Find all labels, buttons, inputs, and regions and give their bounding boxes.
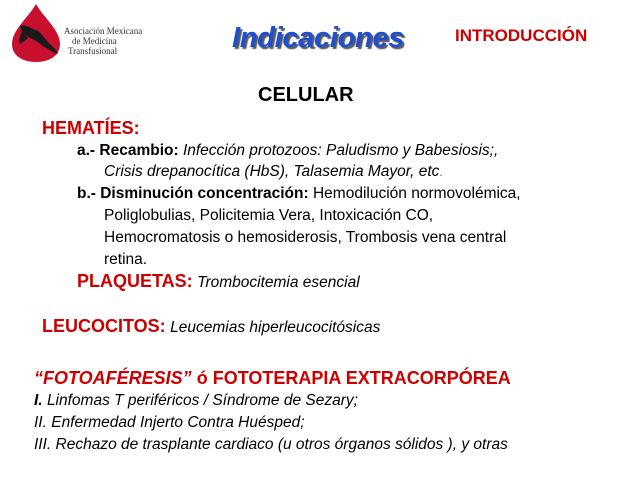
fotoferesis-rest: FOTOTERAPIA EXTRACORPÓREA — [212, 368, 511, 388]
section-label: INTRODUCCIÓN — [455, 26, 588, 45]
fotoferesis-quoted: “FOTOAFÉRESIS” — [34, 368, 192, 388]
slide-title: Indicaciones — [232, 22, 405, 54]
hematies-item-a-line-2 — [104, 163, 443, 181]
item-b-text-1: Hemodilución normovolémica, — [312, 185, 521, 202]
org-name-line-1: Asociación Mexicana — [64, 26, 143, 36]
hematies-item-a-line-1 — [77, 142, 498, 160]
blood-drop-map-icon — [6, 2, 66, 64]
slide-subtitle: CELULAR — [258, 84, 354, 106]
hematies-item-b-line-1 — [77, 185, 521, 203]
fotoferesis-item-1 — [34, 392, 358, 410]
plaquetas-heading: PLAQUETAS: — [77, 271, 193, 291]
fotoferesis-connector: ó — [196, 368, 208, 388]
item-a-text-1: Infección protozoos: Paludismo y Babesiosis;, — [182, 142, 499, 159]
hematies-item-b-line-3: Hemocromatosis o hemosiderosis, Trombosis vena central — [104, 229, 507, 246]
org-name-line-3: Transfusional — [68, 46, 118, 56]
leucocitos-heading: LEUCOCITOS: — [42, 316, 166, 336]
plaquetas-text: Trombocitemia esencial — [197, 274, 360, 291]
item-1-text: Linfomas T periféricos / Síndrome de Sezary; — [46, 392, 358, 409]
fotoferesis-item-3: III. Rechazo de trasplante cardiaco (u otros órganos sólidos ), y otras — [34, 436, 508, 453]
item-a-text-2: Crisis drepanocítica (HbS), Talasemia Mayor, etc — [104, 163, 440, 180]
item-b-prefix: b.- Disminución concentración: — [77, 185, 309, 202]
leucocitos-line — [42, 316, 380, 337]
fotoferesis-heading — [34, 368, 511, 389]
item-a-prefix: a.- Recambio: — [77, 142, 179, 159]
hematies-item-b-line-2: Poliglobulias, Policitemia Vera, Intoxicación CO, — [104, 207, 434, 224]
organization-logo — [6, 2, 166, 64]
hematies-heading: HEMATÍES: — [42, 118, 140, 138]
hematies-item-b-line-4: retina. — [104, 251, 148, 268]
plaquetas-line — [77, 271, 360, 292]
org-name-line-2: de Medicina — [72, 36, 117, 46]
item-1-number: I. — [34, 392, 43, 409]
leucocitos-text: Leucemias hiperleucocitósicas — [170, 319, 381, 336]
item-a-text-2-end: . — [439, 165, 443, 179]
fotoferesis-item-2: II. Enfermedad Injerto Contra Huésped; — [34, 414, 305, 431]
